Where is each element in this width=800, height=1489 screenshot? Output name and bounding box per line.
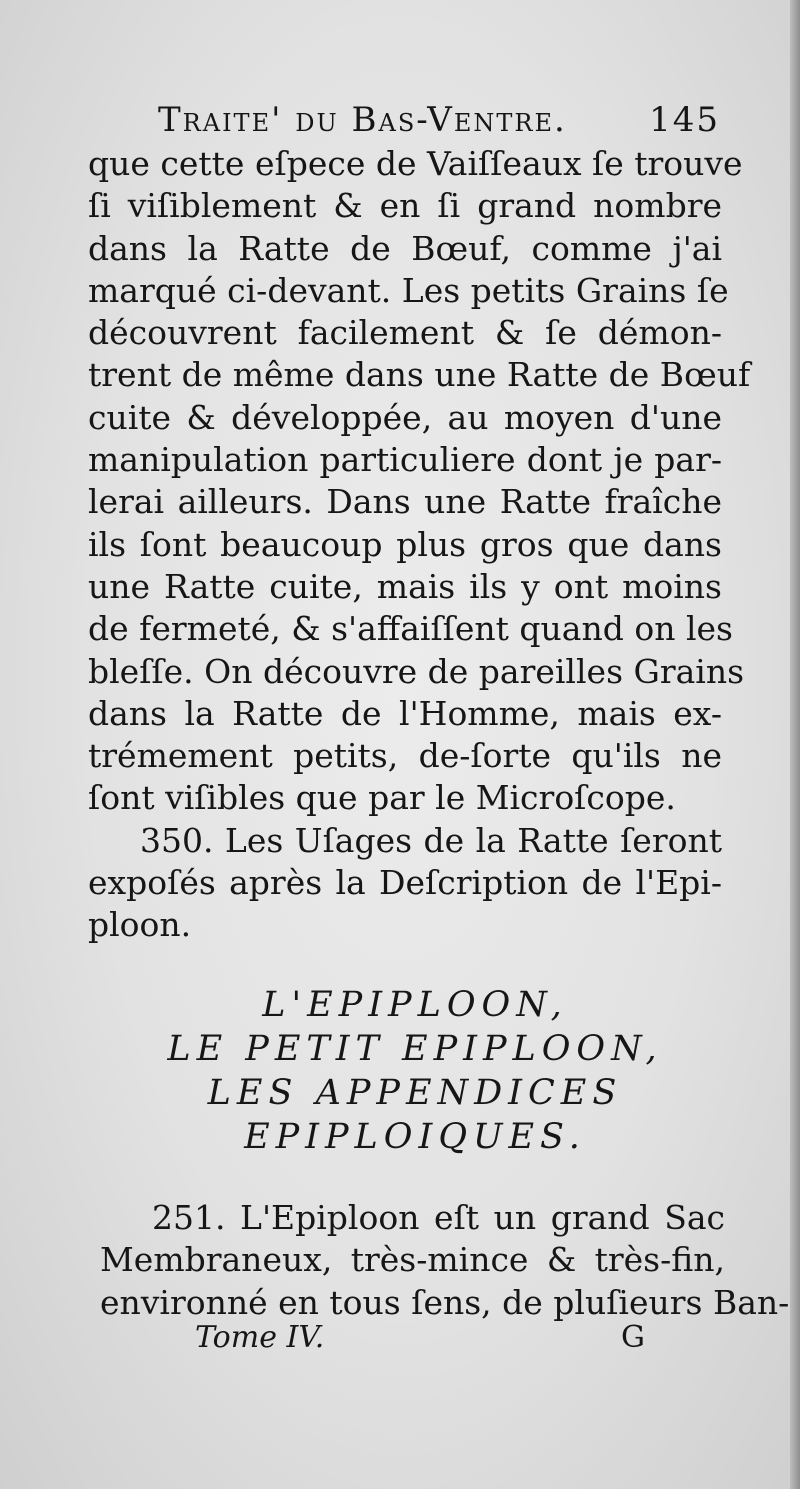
signature-mark: G (621, 1320, 645, 1355)
text-line: une Ratte cuite, mais ils y ont moins (88, 566, 722, 606)
text-line: bleſſe. On découvre de pareilles Grains (88, 651, 745, 691)
paragraph-350-line: ploon. (88, 905, 192, 945)
heading-line: LES APPENDICES (207, 1073, 623, 1113)
text-line: ils ſont beaucoup plus gros que dans (88, 524, 722, 564)
paragraph-350-line: expoſés après la Deſcription de l'Epi- (88, 863, 722, 903)
text-line: dans la Ratte de l'Homme, mais ex- (88, 693, 722, 733)
heading-line: LE PETIT EPIPLOON, (167, 1029, 663, 1069)
text-line: dans la Ratte de Bœuf, comme j'ai (88, 228, 722, 268)
text-line: que cette eſpece de Vaiſſeaux ſe trouve (88, 144, 743, 183)
text-line: marqué ci-devant. Les petits Grains ſe (88, 270, 729, 310)
text-line: trent de même dans une Ratte de Bœuf (88, 355, 751, 395)
text-line: ſont viſibles que par le Microſcope. (88, 778, 676, 818)
text-line: ſi viſiblement & en ſi grand nombre (88, 186, 722, 226)
page-footer (195, 1320, 645, 1365)
page-number: 145 (649, 100, 720, 140)
heading-line: EPIPLOIQUES. (244, 1117, 586, 1157)
text-line: manipulation particuliere dont je par- (88, 440, 722, 480)
paragraph-251 (100, 1197, 790, 1324)
text-line: découvrent facilement & ſe démon- (88, 313, 722, 353)
text-line: lerai ailleurs. Dans une Ratte fraîche (88, 482, 722, 522)
body-text (88, 143, 751, 947)
text-line: de fermeté, & s'affaiſſent quand on les (88, 609, 733, 649)
section-heading (95, 983, 735, 1159)
paragraph-251-line: environné en tous ſens, de pluſieurs Ban- (100, 1282, 790, 1322)
heading-line: L'EPIPLOON, (262, 985, 568, 1025)
paragraph-251-line: 251. L'Epiploon eſt un grand Sac (152, 1198, 725, 1237)
paragraph-251-line: Membraneux, très-mince & très-fin, (100, 1240, 725, 1280)
text-line: cuite & développée, au moyen d'une (88, 397, 722, 437)
running-title: Traite' du Bas-Ventre. (158, 100, 567, 140)
volume-label: Tome IV. (195, 1320, 325, 1355)
text-line: trémement petits, de-ſorte qu'ils ne (88, 736, 722, 776)
paragraph-350-line: 350. Les Uſages de la Ratte ſeront (140, 820, 722, 860)
page-edge-shadow (790, 0, 800, 1489)
